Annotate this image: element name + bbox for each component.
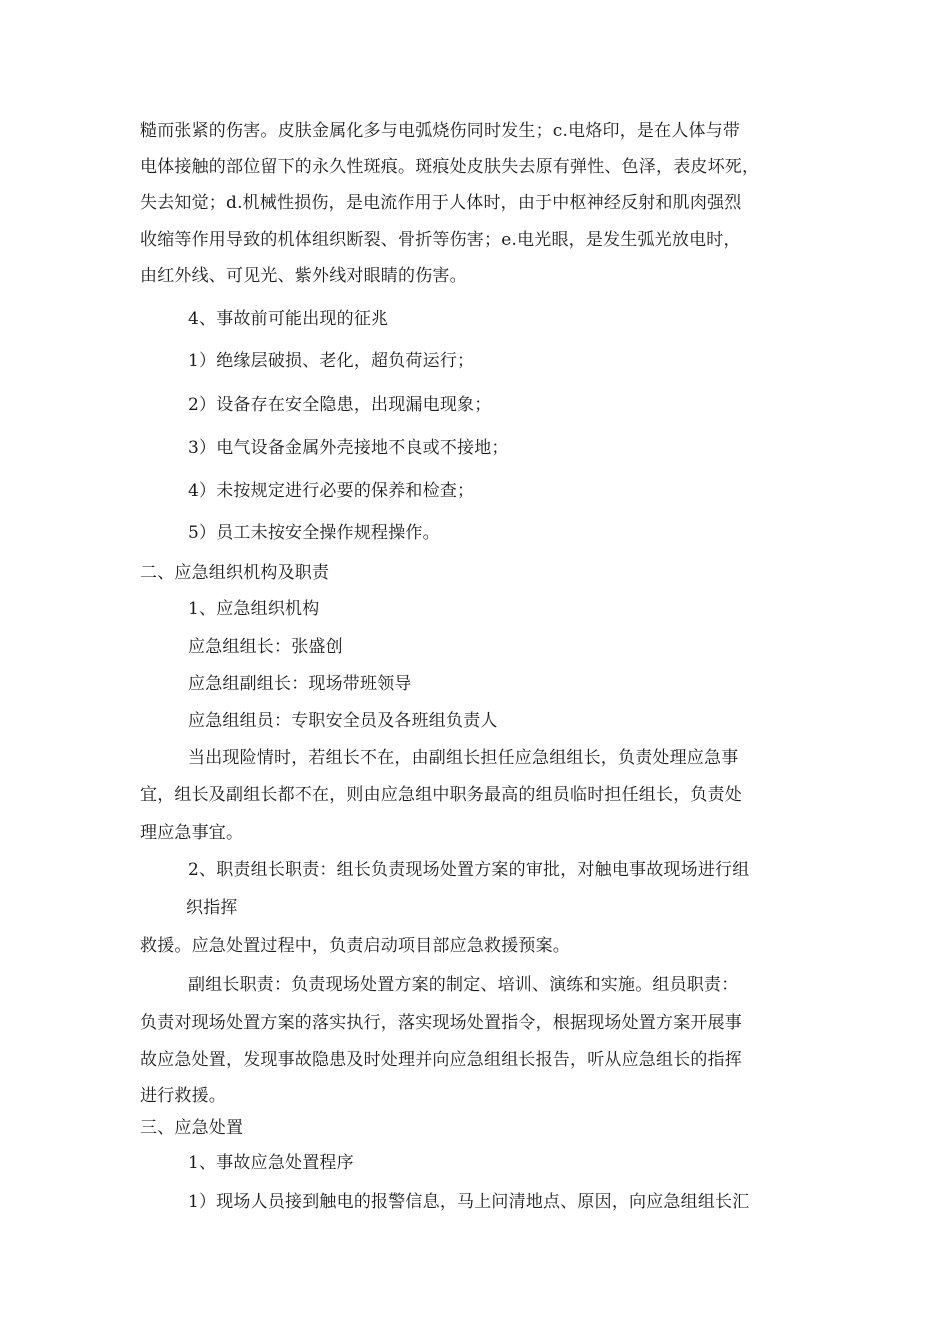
paragraph-line: 故应急处置，发现事故隐患及时处理并向应急组组长报告，听从应急组长的指挥	[140, 1050, 742, 1070]
list-item: 3）电气设备金属外壳接地不良或不接地；	[188, 438, 509, 458]
paragraph-line: 收缩等作用导致的机体组织断裂、骨折等伤害；e.电光眼，是发生弧光放电时，	[140, 230, 741, 250]
paragraph-line: 救援。应急处置过程中，负责启动项目部应急救援预案。	[140, 936, 570, 956]
section-heading: 1、事故应急处置程序	[188, 1153, 354, 1173]
paragraph-line: 负责对现场处置方案的落实执行，落实现场处置指令，根据现场处置方案开展事	[140, 1013, 742, 1033]
paragraph-line: 当出现险情时，若组长不在，由副组长担任应急组组长，负责处理应急事	[188, 748, 739, 768]
paragraph-line: 电体接触的部位留下的永久性斑痕。斑痕处皮肤失去原有弹性、色泽，表皮坏死，	[140, 157, 760, 177]
list-item: 4）未按规定进行必要的保养和检查；	[188, 481, 475, 501]
paragraph-line: 应急组组长：张盛创	[188, 637, 343, 657]
paragraph-line: 2、职责组长职责：组长负责现场处置方案的审批，对触电事故现场进行组	[188, 860, 750, 880]
paragraph-line: 1）现场人员接到触电的报警信息，马上问清地点、原因，向应急组组长汇	[188, 1192, 750, 1212]
paragraph-line: 进行救援。	[140, 1086, 226, 1106]
paragraph-line: 织指挥	[186, 898, 238, 918]
list-item: 1）绝缘层破损、老化，超负荷运行；	[188, 351, 475, 371]
section-heading: 1、应急组织机构	[188, 599, 320, 619]
paragraph-line: 理应急事宜。	[140, 823, 244, 843]
paragraph-line: 由红外线、可见光、紫外线对眼睛的伤害。	[140, 266, 467, 286]
paragraph-line: 糙而张紧的伤害。皮肤金属化多与电弧烧伤同时发生；c.电烙印，是在人体与带	[140, 121, 741, 141]
paragraph-line: 副组长职责：负责现场处置方案的制定、培训、演练和实施。组员职责：	[188, 975, 739, 995]
paragraph-line: 宜，组长及副组长都不在，则由应急组中职务最高的组员临时担任组长，负责处	[140, 785, 742, 805]
paragraph-line: 应急组组员：专职安全员及各班组负责人	[188, 711, 498, 731]
chapter-heading: 三、应急处置	[140, 1118, 244, 1138]
paragraph-line: 失去知觉；d.机械性损伤，是电流作用于人体时，由于中枢神经反射和肌肉强烈	[140, 193, 742, 213]
section-heading: 4、事故前可能出现的征兆	[188, 309, 389, 329]
list-item: 5）员工未按安全操作规程操作。	[188, 523, 440, 543]
paragraph-line: 应急组副组长：现场带班领导	[188, 674, 412, 694]
chapter-heading: 二、应急组织机构及职责	[140, 563, 330, 583]
list-item: 2）设备存在安全隐患，出现漏电现象；	[188, 395, 492, 415]
